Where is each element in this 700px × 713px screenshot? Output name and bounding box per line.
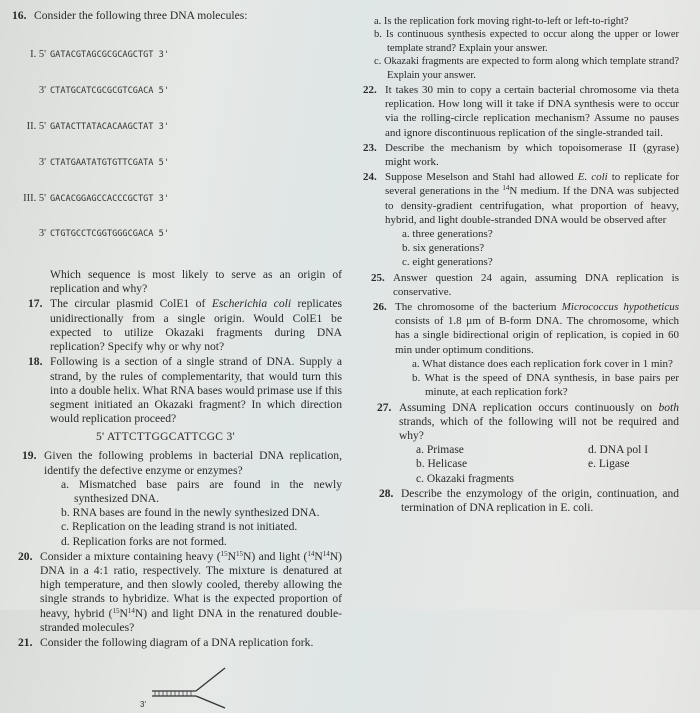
isotope-heavy: $^{15}N^{15}N$ — [220, 549, 252, 563]
question-text: Consider the following three DNA molecules: — [34, 9, 248, 22]
question-24: 24. Suppose Meselson and Stahl had allowed E. coli to replicate for several generations in the $^{14}$N medium. If the DNA was subjected to density-gradient centrifugation, what proportion of heavy, hybrid, and light double-stranded DNA would be observed after a. three generations? b. six generations? c. eight generations? — [363, 171, 679, 269]
dna-molecules — [6, 26, 342, 264]
strand-end-label: 3' — [140, 700, 146, 710]
option: e. Ligase — [588, 458, 630, 471]
right-column — [357, 15, 679, 516]
sub-item: b. RNA bases are found in the newly synthesized DNA. — [61, 506, 320, 520]
isotope-light: $^{14}N^{14}N$ — [307, 549, 339, 563]
question-25: 25. Answer question 24 again, assuming DNA replication is conservative. — [371, 271, 679, 298]
question-number: 16. — [12, 9, 27, 22]
sub-item: c. Replication on the leading strand is not initiated. — [61, 520, 298, 534]
question-28: 28. Describe the enzymology of the origin, continuation, and termination of DNA replication in E. coli. — [379, 487, 679, 514]
question-23: 23. Describe the mechanism by which topoisomerase II (gyrase) might work. — [363, 141, 679, 169]
question-27: 27. Assuming DNA replication occurs continuously on both strands, which of the following will not be required and why? a. Primase b. Helicase c. Okazaki fragments d. DNA pol I e. Ligase — [377, 401, 679, 485]
question-21: 21. Consider the following diagram of a DNA replication fork. — [18, 635, 314, 649]
replication-fork-diagram — [130, 651, 230, 713]
sub-item: b. Is continuous synthesis expected to occur along the upper or lower template strand? Explain your answer. — [374, 29, 679, 54]
question-22: 22. It takes 30 min to copy a certain bacterial chromosome via theta replication. How long will it take if DNA synthesis were to occur via the rolling-circle replication mechanism? Assume no pauses and ignore discontinuous replication of the single-stranded tail. — [363, 84, 679, 139]
question-16 — [12, 9, 342, 23]
sub-item: d. Replication forks are not formed. — [61, 534, 227, 548]
question-16-prompt: Which sequence is most likely to serve as an origin of replication and why? — [50, 268, 342, 296]
sub-item: b. What is the speed of DNA synthesis, in base pairs per minute, at each replication fork? — [412, 372, 679, 399]
option: b. Helicase — [416, 458, 468, 471]
sub-item: a. Mismatched base pairs are found in the newly synthesized DNA. — [61, 477, 342, 505]
option: c. Okazaki fragments — [416, 472, 515, 485]
dna-sequence: 5' ATTCTTGGCATTCGC 3' — [96, 431, 235, 444]
left-column — [12, 9, 342, 713]
question-26: 26. The chromosome of the bacterium Micrococcus hypotheticus consists of 1.8 µm of B-form DNA. The chromosome, which has a single bidirectional origin of replication, is copied in 60 min under optimum conditions. a. What distance does each replication fork cover in 1 min? b. What is the speed of DNA synthesis, in base pairs per minute, at each replication fork? — [373, 301, 679, 399]
sub-item: a. What distance does each replication fork cover in 1 min? — [412, 357, 673, 370]
question-19: 19. Given the following problems in bacterial DNA replication, identify the defective enzyme or enzymes? a. Mismatched base pairs are found in the newly synthesized DNA. b. RNA bases are found in the newly synthesized DNA. c. Replication on the leading strand is not initiated. d. Replication forks are not formed. — [22, 449, 342, 548]
question-20: 20. Consider a mixture containing heavy $(^{15}N^{15}N)$ and light $(^{14}N^{14}N)$ DNA in a 4:1 ratio, respectively. The mixture is denatured at high temperature, and then slowly cooled, thereby allowing the single strands to hybridize. What is the expected proportion of heavy, hybrid $(^{15}N^{14}N)$ and light DNA in the renatured double-stranded molecules? — [18, 549, 343, 634]
molecule-strand: 3' CTATGCATCGCGCGTCGACA 5' — [38, 85, 169, 97]
option: a. Primase — [416, 444, 464, 457]
isotope-hybrid: $^{15}N^{14}N$ — [112, 606, 144, 620]
sub-item: a. three generations? — [402, 228, 493, 241]
question-18: 18. Following is a section of a single strand of DNA. Supply a strand, by the rules of complementarity, that would turn this into a double helix. What RNA bases would primase use if this segment initiated an Okazaki fragment? In which direction would replication proceed? — [28, 355, 342, 426]
molecule-strand: 3' CTGTGCCTCGGTGGGCGACA 5' — [38, 228, 169, 240]
option: d. DNA pol I — [588, 444, 649, 457]
sub-item: c. eight generations? — [402, 256, 493, 269]
molecule-strand: 3' CTATGAATATGTGTTCGATA 5' — [38, 156, 169, 168]
molecule-strand: I. 5' GATACGTAGCGCGCAGCTGT 3' — [30, 49, 169, 61]
sub-item: c. Okazaki fragments are expected to form along which template strand? Explain your answer. — [374, 56, 679, 81]
molecule-strand: II. 5' GATACTTATACACAAGCTAT 3' — [26, 120, 169, 132]
question-21-subitems — [357, 15, 679, 82]
molecule-strand: III. 5' GACACGGAGCCACCCGCTGT 3' — [23, 192, 169, 204]
sub-item: a. Is the replication fork moving right-to-left or left-to-right? — [374, 16, 629, 27]
sub-item: b. six generations? — [402, 242, 485, 255]
question-17: 17. The circular plasmid ColE1 of Escherichia coli replicates unidirectionally from a single origin. Would ColE1 be expected to utilize Okazaki fragments during DNA replication? Specify why or why not? — [28, 297, 342, 354]
